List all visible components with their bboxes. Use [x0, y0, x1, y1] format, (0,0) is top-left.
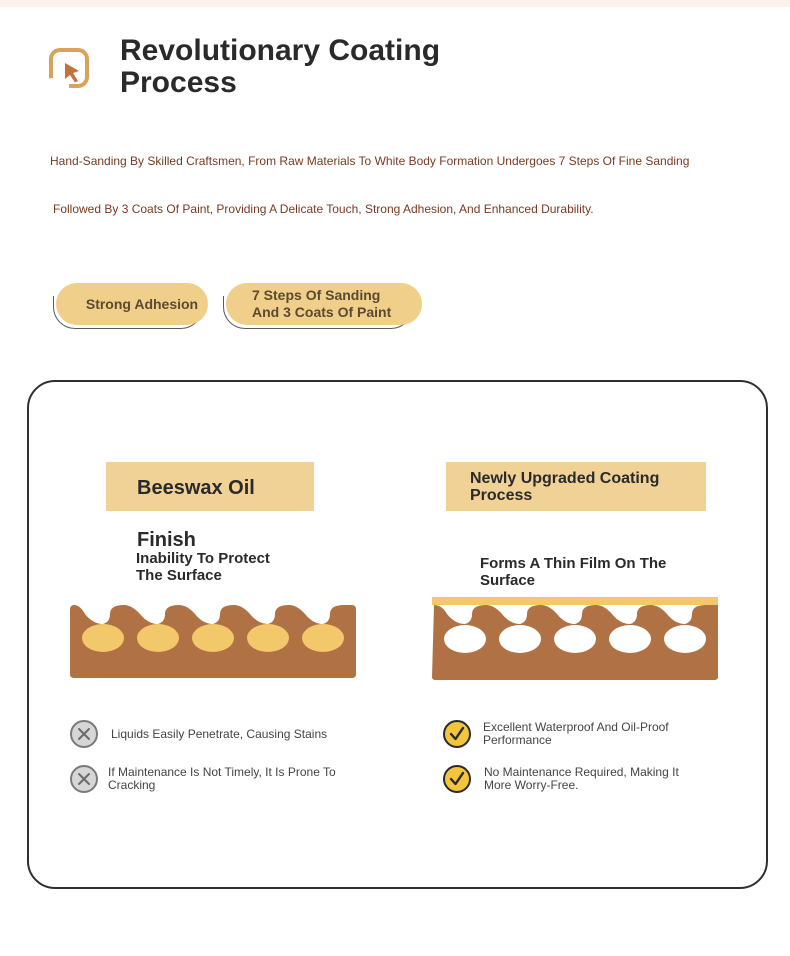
right-title-line2: Process [470, 487, 533, 504]
right-feature-text: Excellent Waterproof And Oil-Proof Performance [483, 720, 669, 747]
page-title [120, 35, 540, 99]
left-subtitle [136, 550, 306, 584]
left-feature-text: Liquids Easily Penetrate, Causing Stains [111, 726, 328, 741]
x-circle-icon [69, 719, 99, 749]
description-line1: Hand-Sanding By Skilled Craftsmen, From Raw Materials To White Body Formation Undergoes 7 Steps Of Fine Sanding [50, 154, 690, 168]
description-line2: Followed By 3 Coats Of Paint, Providing A Delicate Touch, Strong Adhesion, And Enhanced Durability. [53, 202, 594, 216]
badge-sanding-steps [226, 283, 422, 325]
x-circle-icon [69, 764, 99, 794]
left-feature-item [69, 719, 327, 749]
left-column-title: Beeswax Oil Finish [106, 462, 314, 511]
left-feature-item [69, 764, 348, 794]
right-feature-item [442, 719, 673, 749]
left-subtitle-line2: The Surface [136, 567, 222, 584]
right-subtitle [480, 555, 670, 589]
right-subtitle-line1: Forms A Thin Film On The [480, 555, 667, 572]
top-strip [0, 0, 790, 7]
right-feature-item [442, 764, 694, 794]
badge-label: Strong Adhesion [85, 296, 199, 312]
check-circle-icon [442, 764, 472, 794]
right-subtitle-line2: Surface [480, 572, 536, 589]
cursor-click-icon [48, 47, 92, 91]
right-column-title [446, 462, 706, 511]
page-title-line1: Revolutionary Coating [120, 34, 441, 67]
badge-label-line1: 7 Steps Of Sanding [252, 287, 381, 303]
badge-strong-adhesion [56, 283, 208, 325]
left-feature-text: If Maintenance Is Not Timely, It Is Prone To Cracking [108, 765, 336, 792]
left-subtitle-line1: Inability To Protect [136, 550, 270, 567]
right-feature-text: No Maintenance Required, Making It More Worry-Free. [484, 765, 679, 792]
badge-label-line2: And 3 Coats Of Paint [252, 304, 392, 320]
wood-oil-illustration [68, 600, 358, 680]
check-circle-icon [442, 719, 472, 749]
page-title-line2: Process [120, 66, 237, 99]
right-title-line1: Newly Upgraded Coating [470, 470, 660, 487]
coating-film-illustration [430, 597, 720, 682]
